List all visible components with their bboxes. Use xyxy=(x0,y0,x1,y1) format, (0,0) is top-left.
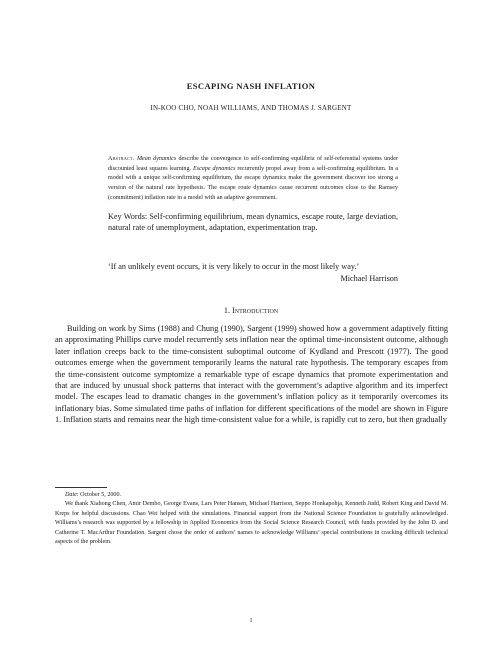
abstract-text-part1: describe the convergence to self-confirming equilibria of self-referential systems under discounted least squares learning. xyxy=(108,156,398,172)
footnote xyxy=(55,491,448,547)
section-number: 1. xyxy=(223,306,231,315)
paper-title: ESCAPING NASH INFLATION xyxy=(186,81,316,91)
date-label: Date xyxy=(65,492,77,498)
footnote-date xyxy=(55,491,448,500)
section-heading xyxy=(0,306,502,315)
date-value: : October 5, 2000. xyxy=(76,492,122,498)
abstract-term-escape-dynamics: Escape dynamics xyxy=(192,165,236,172)
intro-paragraph: Building on work by Sims (1988) and Chung (1990), Sargent (1999) showed how a government adaptively fitting an approximating Phillips curve model recurrently sets inflation near the optimal time-inconsistent outcome, although later inflation creeps back to the time-consistent suboptimal outcome of Kydland and Prescott (1977). The good outcomes emerge when the government temporarily learns the natural rate hypothesis. The temporary escapes from the time-consistent outcome symptomize a remarkable type of escape dynamics that promote experimentation and that are induced by unusual shock patterns that interact with the government’s adaptive algorithm and its imperfect model. The escapes lead to dramatic changes in the government’s inflation policy as it temporarily overcomes its inflationary bias. Some simulated time paths of inflation for different specifications of the model are shown in Figure 1. Inflation starts and remains near the high time-consistent value for a while, is rapidly cut to zero, but then gradually xyxy=(55,324,448,425)
abstract xyxy=(108,155,398,204)
page-number: 1 xyxy=(249,617,253,624)
author-list: IN-KOO CHO, NOAH WILLIAMS, AND THOMAS J. SARGENT xyxy=(150,104,352,112)
epigraph xyxy=(108,261,398,285)
abstract-term-mean-dynamics: Mean dynamics xyxy=(136,156,177,162)
epigraph-attribution: Michael Harrison xyxy=(340,274,398,283)
epigraph-quote: ‘If an unlikely event occurs, it is very likely to occur in the most likely way.’ xyxy=(108,262,360,271)
footnote-rule xyxy=(55,487,107,488)
abstract-text-part2: recurrently propel away from a self-confirming equilibrium. In a model with a unique self-confirming equilibrium, the escape dynamics make the government discover too strong a version of the natural rate hypothesis. The escape route dynamics cause recurrent outcomes close to the Ramsey (commitment) inflation rate in a model with an adaptive government. xyxy=(108,165,399,201)
footnote-acknowledgements: We thank Xiahong Chen, Amir Dembo, George Evans, Lars Peter Hansen, Michael Harrison, Seppo Honkapohja, Kenneth Judd, Robert King and David M. Kreps for helpful discussions. Chao Wei helped with the simulations. Financial support from the National Science Foundation is gratefully acknowledged. Williams’s research was supported by a fellowship in Applied Economics from the Social Science Research Council, with funds provided by the John D. and Catherine T. MacArthur Foundation. Sargent chose the order of authors’ names to acknowledge Williams’ special contributions in cracking difficult technical aspects of the problem. xyxy=(55,501,448,546)
section-title: Introduction xyxy=(232,306,279,315)
keywords: Key Words: Self-confirming equilibrium, mean dynamics, escape route, large deviation, natural rate of unemployment, adaptation, experimentation trap. xyxy=(108,212,398,233)
abstract-label: Abstract. xyxy=(108,156,135,162)
